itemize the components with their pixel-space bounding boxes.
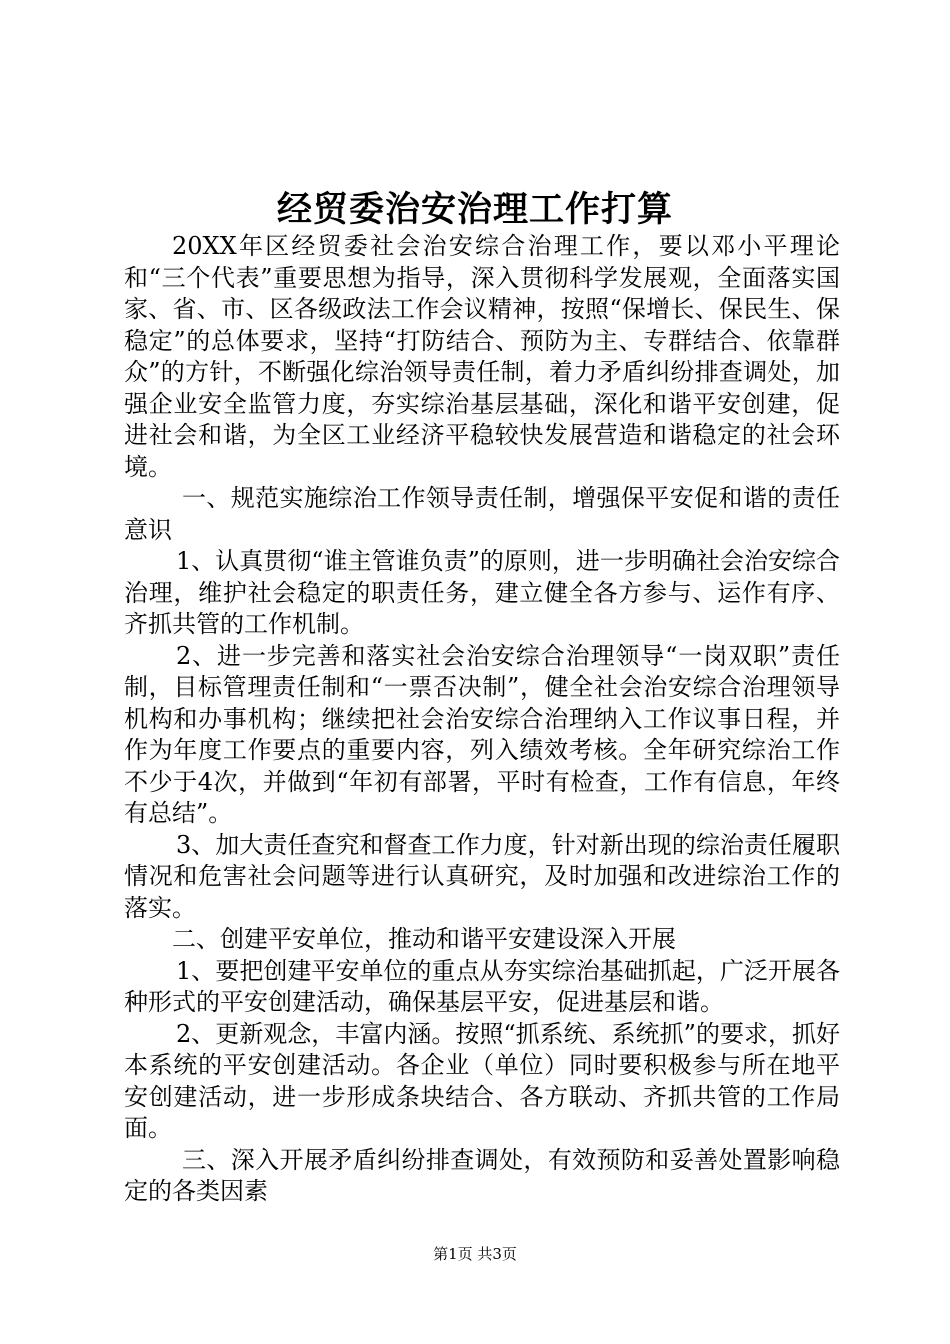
section-1-item-2: 2、进一步完善和落实社会治安综合治理领导“一岗双职”责任制，目标管理责任制和“一票否决制”，健全社会治安综合治理领导机构和办事机构；继续把社会治安综合治理纳入工作议事日程，并作为年度工作要点的重要内容，列入绩效考核。全年研究综治工作不少于4次，并做到“年初有部署，平时有检查，工作有信息，年终有总结”。 [124, 641, 840, 827]
section-heading-1: 一、规范实施综治工作领导责任制，增强保平安促和谐的责任意识 [124, 484, 840, 544]
section-heading-2: 二、创建平安单位，推动和谐平安建设深入开展 [172, 925, 676, 953]
section-1-item-3: 3、加大责任查究和督查工作力度，针对新出现的综治责任履职情况和危害社会问题等进行认真研究，及时加强和改进综治工作的落实。 [124, 830, 840, 922]
section-1-item-1: 1、认真贯彻“谁主管谁负责”的原则，进一步明确社会治安综合治理，维护社会稳定的职责任务，建立健全各方参与、运作有序、齐抓共管的工作机制。 [124, 547, 840, 638]
document-body [124, 231, 840, 1208]
section-2-item-2: 2、更新观念，丰富内涵。按照“抓系统、系统抓”的要求，抓好本系统的平安创建活动。各企业（单位）同时要积极参与所在地平安创建活动，进一步形成条块结合、各方联动、齐抓共管的工作局面。 [124, 1019, 840, 1142]
page-footer: 第1页 共3页 [433, 1245, 517, 1263]
document-title: 经贸委治安治理工作打算 [276, 189, 673, 230]
section-2-item-1: 1、要把创建平安单位的重点从夯实综治基础抓起，广泛开展各种形式的平安创建活动，确保基层平安，促进基层和谐。 [124, 956, 840, 1016]
section-heading-3: 三、深入开展矛盾纠纷排查调处，有效预防和妥善处置影响稳定的各类因素 [124, 1145, 840, 1205]
intro-paragraph: 20XX年区经贸委社会治安综合治理工作，要以邓小平理论和“三个代表”重要思想为指导，深入贯彻科学发展观，全面落实国家、省、市、区各级政法工作会议精神，按照“保增长、保民生、保稳定”的总体要求，坚持“打防结合、预防为主、专群结合、依靠群众”的方针，不断强化综治领导责任制，着力矛盾纠纷排查调处，加强企业安全监管力度，夯实综治基层基础，深化和谐平安创建，促进社会和谐，为全区工业经济平稳较快发展营造和谐稳定的社会环境。 [124, 232, 840, 481]
